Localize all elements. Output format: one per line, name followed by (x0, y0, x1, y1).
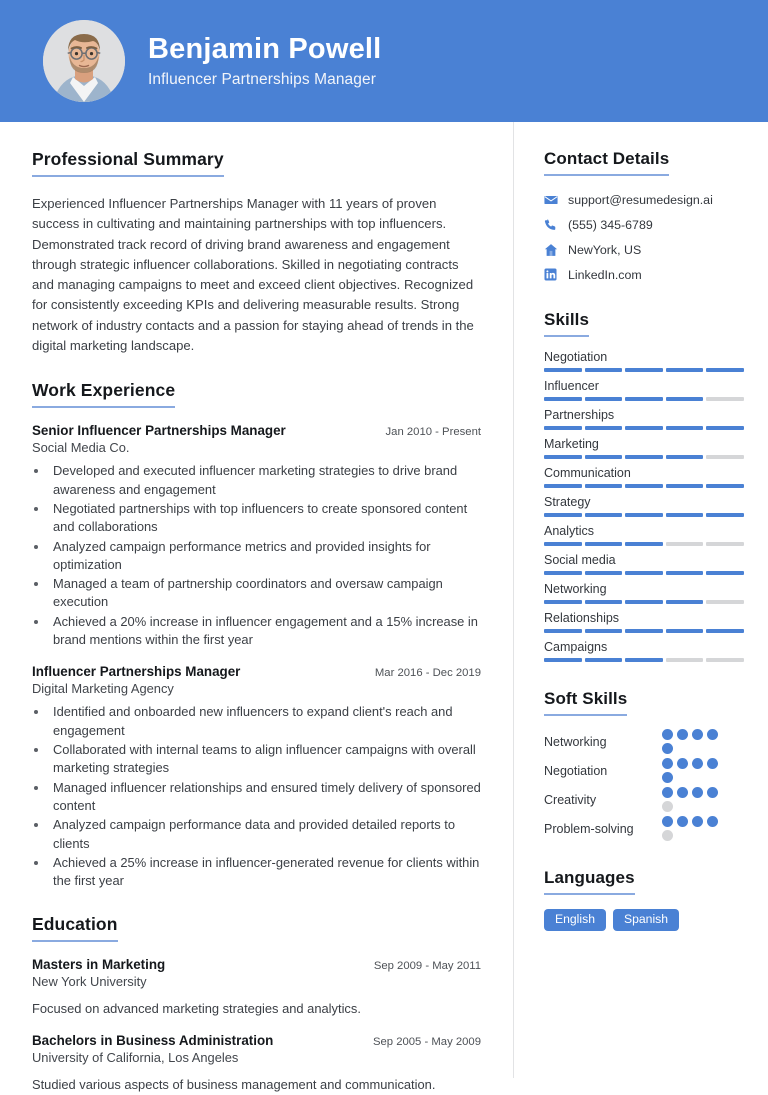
skill-item (544, 611, 744, 633)
soft-skill-row (544, 787, 744, 812)
education-degree: Bachelors in Business Administration (32, 1033, 274, 1049)
soft-skill-dot (677, 729, 688, 740)
envelope-icon (544, 193, 563, 207)
skill-segment (585, 484, 623, 488)
work-bullet: • Collaborated with internal teams to align influencer campaigns with overall marketing strategies (49, 741, 481, 778)
skill-segment (706, 571, 744, 575)
skill-segment (585, 600, 623, 604)
skill-segment (706, 629, 744, 633)
work-entry-role: Senior Influencer Partnerships Manager (32, 423, 286, 439)
soft-skill-dot (677, 816, 688, 827)
work-entry-date: Jan 2010 - Present (385, 426, 481, 439)
education-degree: Masters in Marketing (32, 956, 166, 972)
soft-skill-dot (677, 758, 688, 769)
skill-item (544, 495, 744, 517)
sidebar-column (513, 122, 768, 1078)
skill-segment (666, 368, 704, 372)
user-photo-icon (43, 20, 125, 102)
skill-rating-bar (544, 426, 744, 430)
skill-rating-bar (544, 571, 744, 575)
skill-segment (585, 397, 623, 401)
section-education (32, 914, 481, 1095)
skill-segment (544, 484, 582, 488)
work-entry-date: Mar 2016 - Dec 2019 (374, 667, 481, 680)
skill-item (544, 466, 744, 488)
skill-rating-bar (544, 397, 744, 401)
skill-segment (625, 397, 663, 401)
skill-segment (544, 513, 582, 517)
contact-row[interactable] (544, 191, 744, 208)
skill-rating-bar (544, 513, 744, 517)
candidate-job-title: Influencer Partnerships Manager (148, 70, 376, 88)
education-entry-header (32, 957, 481, 972)
skill-segment (706, 455, 744, 459)
soft-skill-label: Problem-solving (544, 821, 634, 836)
soft-skill-dot (707, 787, 718, 798)
soft-skill-label: Networking (544, 734, 607, 749)
skill-rating-bar (544, 600, 744, 604)
section-soft-skills (544, 689, 744, 841)
work-bullet: • Identified and onboarded new influencers to expand client's reach and engagement (49, 703, 481, 740)
skill-item (544, 408, 744, 430)
skill-label: Analytics (544, 524, 595, 538)
skill-segment (585, 542, 623, 546)
skill-segment (544, 571, 582, 575)
skill-segment (666, 571, 704, 575)
work-bullet: • Achieved a 20% increase in influencer engagement and a 15% increase in brand mentions within the first year (49, 613, 481, 650)
skill-segment (666, 600, 704, 604)
skill-list (544, 350, 744, 662)
work-entry (32, 423, 481, 649)
skill-label: Communication (544, 466, 631, 480)
work-entry-header (32, 423, 481, 438)
soft-skill-dot (662, 801, 673, 812)
contact-row[interactable] (544, 241, 744, 258)
section-heading-summary: Professional Summary (32, 149, 224, 177)
soft-skill-rating (662, 758, 728, 783)
skill-item (544, 524, 744, 546)
skill-segment (585, 426, 623, 430)
soft-skill-dot (692, 787, 703, 798)
soft-skill-dot (662, 743, 673, 754)
contact-value: support@resumedesign.ai (568, 192, 713, 207)
skill-segment (666, 397, 704, 401)
contact-value: NewYork, US (568, 242, 642, 257)
soft-skill-dot (677, 787, 688, 798)
education-description: Studied various aspects of business management and communication. (32, 1077, 436, 1093)
skill-segment (666, 484, 704, 488)
skill-segment (706, 658, 744, 662)
soft-skill-dot (707, 729, 718, 740)
skill-segment (544, 658, 582, 662)
soft-skill-rating (662, 787, 728, 812)
work-bullet: • Negotiated partnerships with top influencers to create sponsored content and collaborations (49, 500, 481, 537)
skill-item (544, 640, 744, 662)
soft-skill-dot (662, 729, 673, 740)
soft-skill-dot (662, 830, 673, 841)
soft-skill-row (544, 816, 744, 841)
skill-segment (666, 658, 704, 662)
home-icon (544, 243, 563, 257)
skill-segment (544, 368, 582, 372)
work-bullet: • Analyzed campaign performance data and provided detailed reports to clients (49, 816, 481, 853)
skill-segment (544, 629, 582, 633)
section-work-experience (32, 380, 481, 890)
work-entry-list (32, 423, 481, 890)
soft-skill-dot (662, 816, 673, 827)
work-entry-bullets (49, 462, 481, 649)
skill-segment (625, 368, 663, 372)
education-description: Focused on advanced marketing strategies and analytics. (32, 1000, 361, 1016)
skill-label: Marketing (544, 437, 599, 451)
skill-segment (625, 571, 663, 575)
section-heading-languages: Languages (544, 868, 635, 895)
language-chip[interactable]: Spanish (613, 909, 679, 931)
soft-skill-dot (707, 758, 718, 769)
skill-rating-bar (544, 484, 744, 488)
section-professional-summary (32, 149, 481, 356)
skill-label: Relationships (544, 611, 620, 625)
skill-segment (625, 629, 663, 633)
avatar (43, 20, 125, 102)
soft-skill-rating (662, 729, 728, 754)
soft-skill-dot (707, 816, 718, 827)
education-school: New York University (32, 973, 147, 989)
section-languages (544, 868, 744, 931)
skill-segment (544, 455, 582, 459)
section-heading-skills: Skills (544, 310, 589, 337)
work-bullet: • Managed a team of partnership coordinators and oversaw campaign execution (49, 575, 481, 612)
skill-segment (544, 397, 582, 401)
work-bullet: • Managed influencer relationships and ensured timely delivery of sponsored content (49, 779, 481, 816)
skill-rating-bar (544, 658, 744, 662)
work-bullet: • Analyzed campaign performance metrics and provided insights for optimization (49, 538, 481, 575)
skill-segment (706, 368, 744, 372)
skill-segment (585, 571, 623, 575)
skill-segment (706, 426, 744, 430)
education-date: Sep 2005 - May 2009 (372, 1036, 481, 1049)
skill-segment (625, 542, 663, 546)
skill-segment (666, 455, 704, 459)
skill-segment (706, 542, 744, 546)
soft-skill-row (544, 758, 744, 783)
skill-label: Campaigns (544, 640, 608, 654)
skill-segment (585, 513, 623, 517)
phone-icon (544, 218, 563, 232)
skill-label: Partnerships (544, 408, 615, 422)
skill-segment (625, 426, 663, 430)
soft-skill-rating (662, 816, 728, 841)
skill-segment (625, 484, 663, 488)
soft-skill-dot (692, 758, 703, 769)
summary-text: Experienced Influencer Partnerships Manager with 11 years of proven success in cultivating and maintaining partnerships with top influencers. Demonstrated track record of driving brand awareness and engagement through strategic influencer collaborations. Skilled in negotiating contracts and managing campaigns to meet and exceed client objectives. Recognized for consistently exceeding KPIs and delivering measurable results. Strong network of industry contacts and a passion for staying ahead of trends in the digital marketing landscape. (32, 196, 474, 353)
resume-header (0, 0, 768, 122)
skill-label: Strategy (544, 495, 591, 509)
skill-rating-bar (544, 629, 744, 633)
skill-rating-bar (544, 542, 744, 546)
candidate-name: Benjamin Powell (148, 33, 382, 66)
linkedin-icon (544, 268, 563, 281)
soft-skill-dot (662, 772, 673, 783)
soft-skill-dot (692, 816, 703, 827)
main-column (0, 122, 513, 1093)
skill-segment (625, 600, 663, 604)
section-contact-details (544, 149, 744, 283)
skill-segment (706, 513, 744, 517)
skill-segment (585, 455, 623, 459)
soft-skill-label: Negotiation (544, 763, 608, 778)
work-bullet: • Developed and executed influencer marketing strategies to drive brand awareness and engagement (49, 462, 481, 499)
section-heading-soft-skills: Soft Skills (544, 689, 627, 716)
skill-rating-bar (544, 368, 744, 372)
work-entry-role: Influencer Partnerships Manager (32, 664, 241, 680)
soft-skill-row (544, 729, 744, 754)
skill-segment (666, 542, 704, 546)
skill-label: Influencer (544, 379, 599, 393)
contact-row[interactable] (544, 216, 744, 233)
skill-segment (544, 542, 582, 546)
education-entry (32, 1033, 481, 1095)
skill-item (544, 582, 744, 604)
work-entry-company: Digital Marketing Agency (32, 681, 174, 697)
skill-segment (625, 658, 663, 662)
skill-segment (666, 629, 704, 633)
section-skills (544, 310, 744, 662)
skill-item (544, 350, 744, 372)
header-text-block (148, 33, 381, 88)
education-school: University of California, Los Angeles (32, 1050, 239, 1066)
skill-rating-bar (544, 455, 744, 459)
contact-value: LinkedIn.com (568, 267, 642, 282)
education-entry-list (32, 957, 481, 1095)
skill-segment (544, 600, 582, 604)
section-heading-contact: Contact Details (544, 149, 669, 176)
soft-skill-dot (692, 729, 703, 740)
contact-value: (555) 345-6789 (568, 217, 653, 232)
section-heading-education: Education (32, 914, 118, 942)
skill-label: Social media (544, 553, 616, 567)
work-bullet: • Achieved a 25% increase in influencer-generated revenue for clients within the first year (49, 854, 481, 891)
education-entry (32, 957, 481, 1019)
contact-list (544, 191, 744, 283)
resume-body (0, 122, 768, 1093)
skill-item (544, 437, 744, 459)
soft-skill-dot (662, 758, 673, 769)
skill-segment (666, 426, 704, 430)
skill-segment (706, 600, 744, 604)
skill-item (544, 553, 744, 575)
skill-segment (625, 455, 663, 459)
skill-segment (706, 484, 744, 488)
skill-segment (544, 426, 582, 430)
skill-segment (666, 513, 704, 517)
contact-row[interactable] (544, 266, 744, 283)
education-date: Sep 2009 - May 2011 (373, 959, 481, 972)
skill-label: Negotiation (544, 350, 608, 364)
education-entry-header (32, 1033, 481, 1048)
skill-segment (585, 629, 623, 633)
work-entry-bullets (49, 703, 481, 890)
soft-skill-dot (662, 787, 673, 798)
skill-segment (585, 658, 623, 662)
skill-segment (625, 513, 663, 517)
soft-skill-list (544, 729, 744, 841)
work-entry (32, 664, 481, 890)
work-entry-company: Social Media Co. (32, 440, 130, 456)
section-heading-work: Work Experience (32, 380, 175, 408)
language-chip-list (544, 909, 744, 931)
skill-segment (706, 397, 744, 401)
skill-segment (585, 368, 623, 372)
language-chip[interactable]: English (544, 909, 606, 931)
work-entry-header (32, 664, 481, 679)
skill-label: Networking (544, 582, 607, 596)
skill-item (544, 379, 744, 401)
soft-skill-label: Creativity (544, 792, 597, 807)
